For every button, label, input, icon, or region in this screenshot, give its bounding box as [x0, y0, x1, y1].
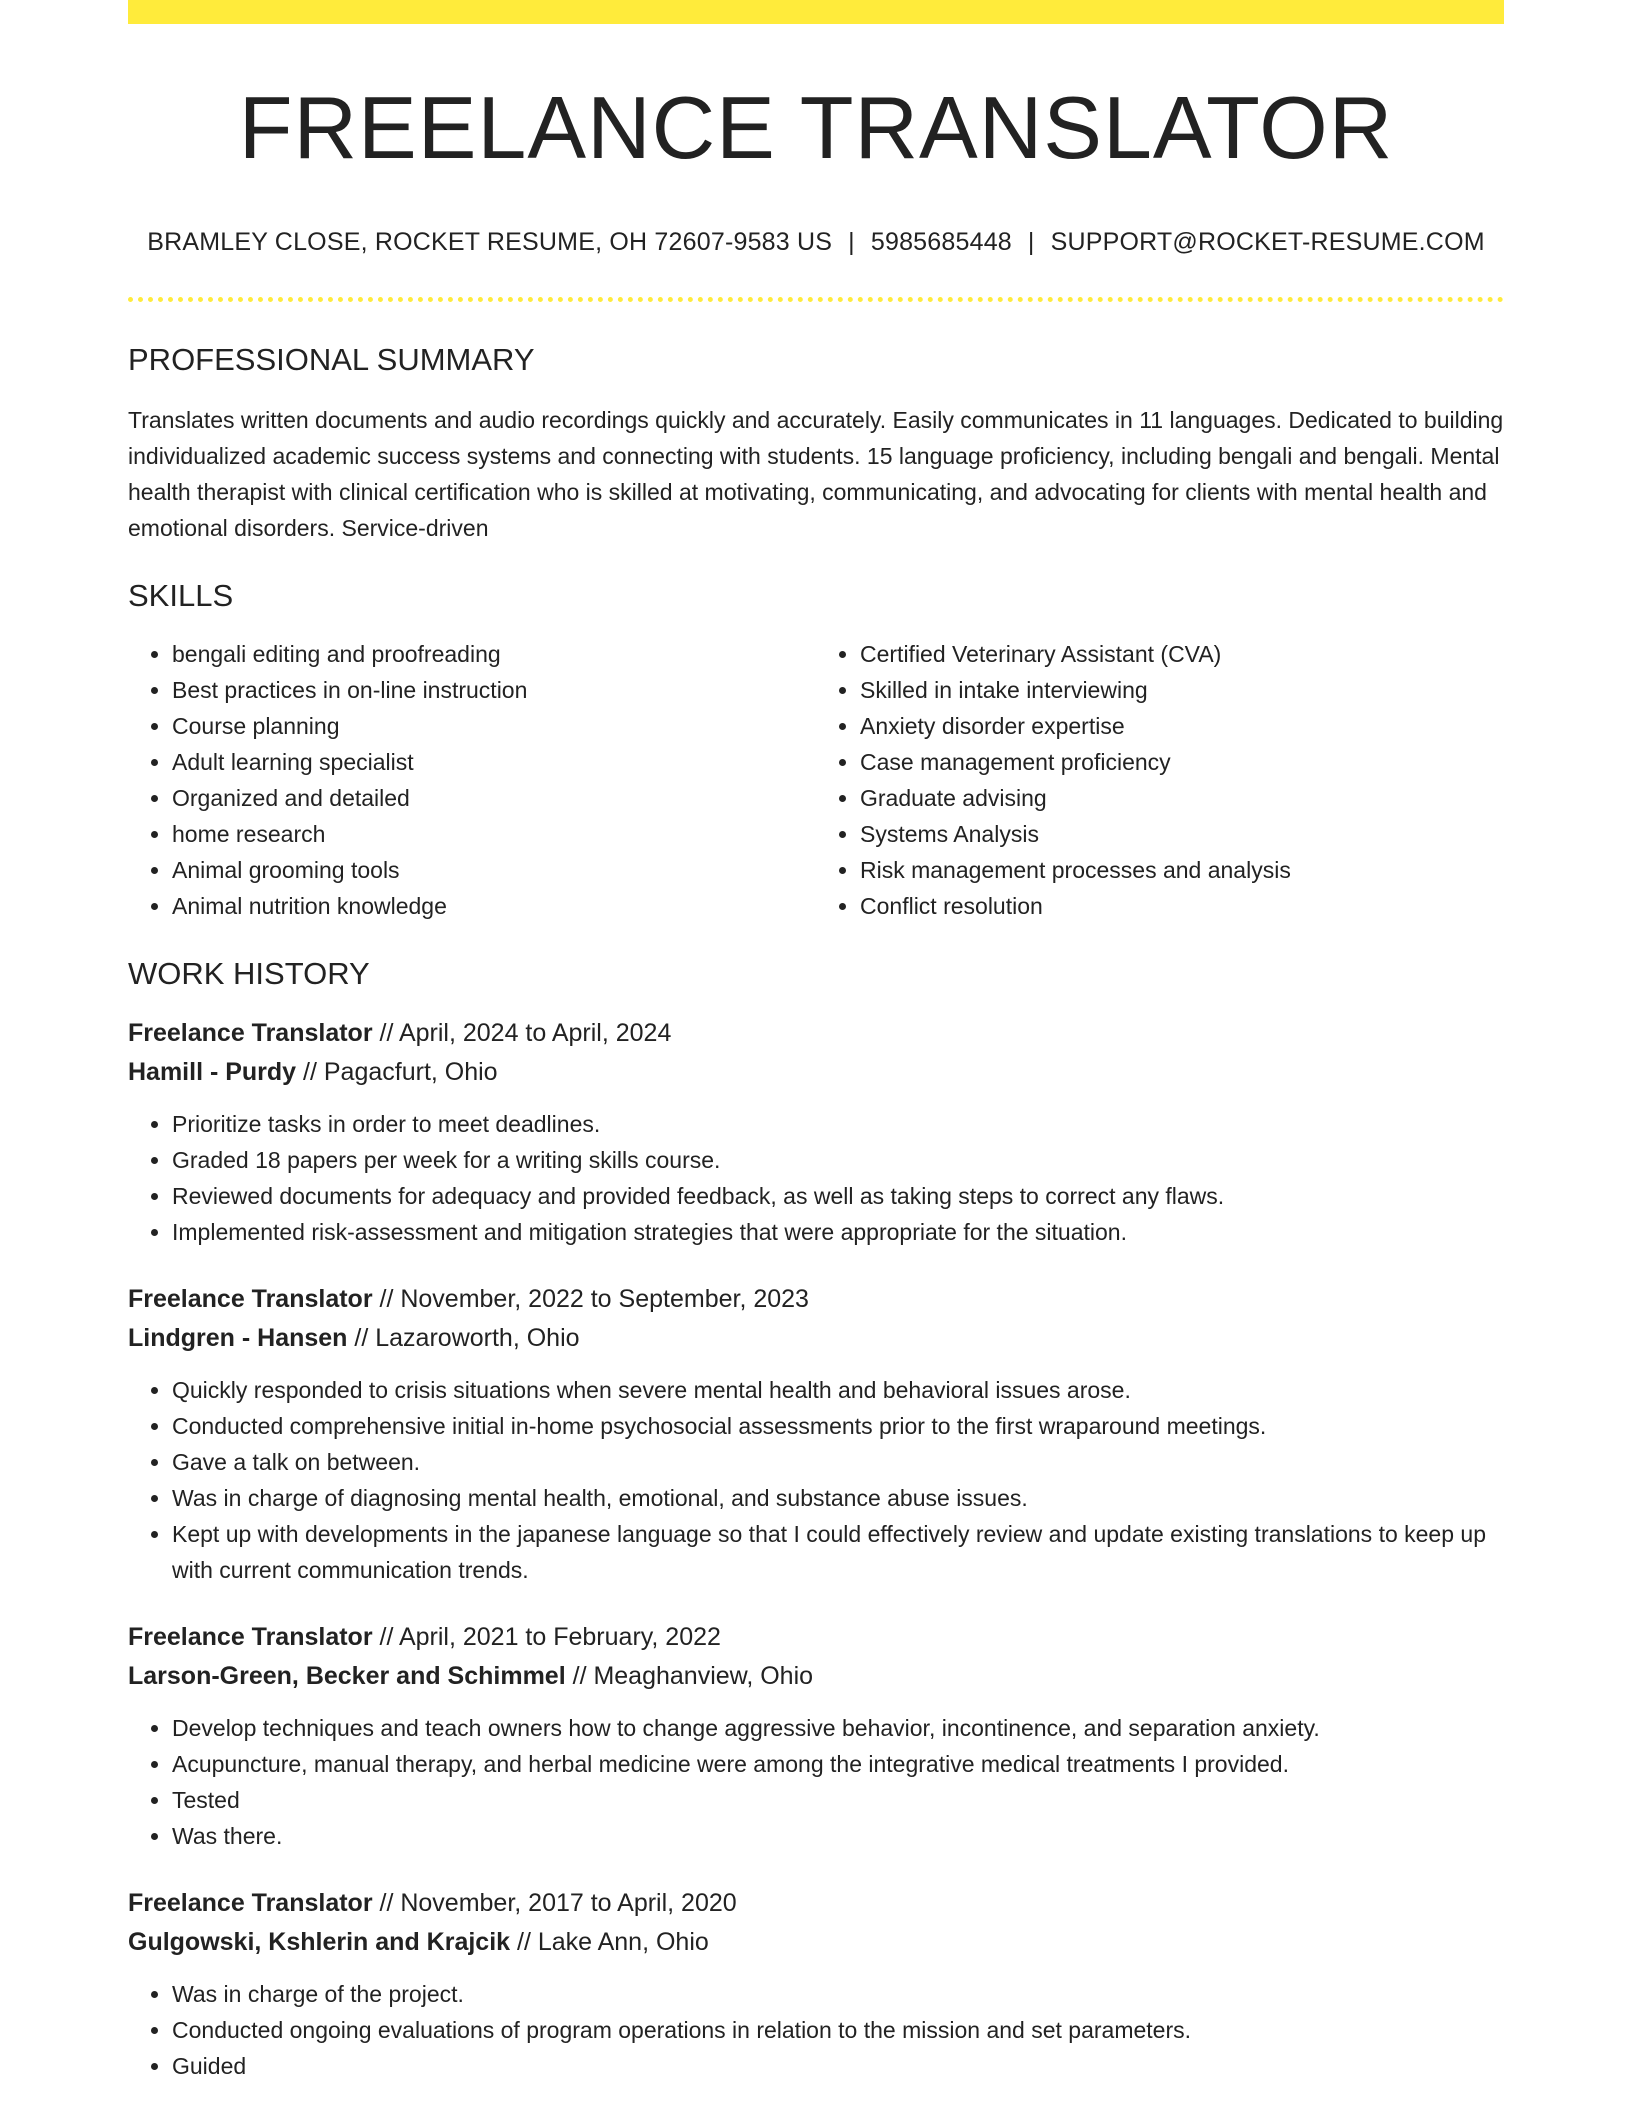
job-bullet: • Guided	[172, 2048, 1504, 2084]
contact-phone: 5985685448	[870, 228, 1012, 256]
resume-page	[128, 0, 1504, 2084]
job-entry	[128, 1014, 1504, 1250]
contact-separator: |	[1027, 228, 1035, 256]
job-company: Gulgowski, Kshlerin and Krajcik	[128, 1928, 511, 1956]
skill-item: • Case management proficiency	[860, 744, 1504, 780]
skill-item: • Certified Veterinary Assistant (CVA)	[860, 636, 1504, 672]
skills-heading: SKILLS	[128, 578, 234, 613]
job-entry	[128, 1280, 1504, 1588]
job-entry	[128, 1618, 1504, 1854]
skill-item: • Animal grooming tools	[172, 852, 816, 888]
job-company: Hamill - Purdy	[128, 1058, 297, 1086]
job-bullets	[128, 1372, 1504, 1588]
skill-item: • Animal nutrition knowledge	[172, 888, 816, 924]
job-title-line	[128, 1014, 1504, 1053]
job-bullet: • Was there.	[172, 1818, 1504, 1854]
skill-item: • Best practices in on-line instruction	[172, 672, 816, 708]
job-dates: // November, 2022 to September, 2023	[372, 1285, 809, 1313]
skills-list	[128, 636, 1504, 924]
job-title-line	[128, 1884, 1504, 1923]
job-bullet: • Develop techniques and teach owners how to change aggressive behavior, incontinence, and separation anxiety.	[172, 1710, 1504, 1746]
job-location: // Pagacfurt, Ohio	[296, 1058, 498, 1086]
skill-item: • Risk management processes and analysis	[860, 852, 1504, 888]
skill-item: • home research	[172, 816, 816, 852]
job-bullet: • Was in charge of diagnosing mental health, emotional, and substance abuse issues.	[172, 1480, 1504, 1516]
summary-heading: PROFESSIONAL SUMMARY	[128, 342, 535, 377]
job-entry	[128, 1884, 1504, 2084]
job-bullet: • Implemented risk-assessment and mitigation strategies that were appropriate for the situation.	[172, 1214, 1504, 1250]
skills-column-right	[816, 636, 1504, 924]
job-bullet: • Acupuncture, manual therapy, and herbal medicine were among the integrative medical treatments I provided.	[172, 1746, 1504, 1782]
contact-email: SUPPORT@ROCKET-RESUME.COM	[1050, 228, 1485, 256]
job-bullets	[128, 1976, 1504, 2084]
job-location: // Lazaroworth, Ohio	[347, 1324, 580, 1352]
job-company: Larson-Green, Becker and Schimmel	[128, 1662, 566, 1690]
job-bullets	[128, 1710, 1504, 1854]
resume-name: FREELANCE TRANSLATOR	[238, 78, 1394, 177]
job-dates: // April, 2024 to April, 2024	[372, 1019, 672, 1047]
job-role: Freelance Translator	[128, 1623, 373, 1651]
skill-item: • Skilled in intake interviewing	[860, 672, 1504, 708]
job-title-line	[128, 1618, 1504, 1657]
job-company: Lindgren - Hansen	[128, 1324, 348, 1352]
skills-column-left	[128, 636, 816, 924]
job-location: // Meaghanview, Ohio	[565, 1662, 814, 1690]
job-company-line	[128, 1657, 1504, 1696]
skill-item: • Course planning	[172, 708, 816, 744]
skill-item: • Systems Analysis	[860, 816, 1504, 852]
header-divider	[128, 297, 1504, 302]
job-role: Freelance Translator	[128, 1889, 373, 1917]
job-role: Freelance Translator	[128, 1285, 373, 1313]
job-bullet: • Tested	[172, 1782, 1504, 1818]
work-history-heading: WORK HISTORY	[128, 956, 370, 991]
skill-item: • Adult learning specialist	[172, 744, 816, 780]
job-company-line	[128, 1053, 1504, 1092]
contact-separator: |	[848, 228, 855, 256]
skill-item: • Anxiety disorder expertise	[860, 708, 1504, 744]
job-bullet: • Conducted comprehensive initial in-home psychosocial assessments prior to the first wraparound meetings.	[172, 1408, 1504, 1444]
skill-item: • Conflict resolution	[860, 888, 1504, 924]
contact-address: BRAMLEY CLOSE, ROCKET RESUME, OH 72607-9583 US	[147, 228, 833, 256]
job-dates: // April, 2021 to February, 2022	[372, 1623, 721, 1651]
job-company-line	[128, 1923, 1504, 1962]
job-bullet: • Graded 18 papers per week for a writing skills course.	[172, 1142, 1504, 1178]
job-bullet: • Kept up with developments in the japanese language so that I could effectively review and update existing translations to keep up with current communication trends.	[172, 1516, 1504, 1588]
job-title-line	[128, 1280, 1504, 1319]
job-bullet: • Reviewed documents for adequacy and provided feedback, as well as taking steps to correct any flaws.	[172, 1178, 1504, 1214]
job-bullet: • Gave a talk on between.	[172, 1444, 1504, 1480]
job-bullet: • Conducted ongoing evaluations of program operations in relation to the mission and set parameters.	[172, 2012, 1504, 2048]
job-dates: // November, 2017 to April, 2020	[372, 1889, 737, 1917]
job-bullets	[128, 1106, 1504, 1250]
summary-text: Translates written documents and audio recordings quickly and accurately. Easily communicates in 11 languages. Dedicated to building individualized academic success systems and connecting with students. 15 language proficiency, including bengali and bengali. Mental health therapist with clinical certification who is skilled at motivating, communicating, and advocating for clients with mental health and emotional disorders. Service-driven	[128, 407, 1504, 541]
skill-item: • Organized and detailed	[172, 780, 816, 816]
skill-item: • Graduate advising	[860, 780, 1504, 816]
job-bullet: • Quickly responded to crisis situations when severe mental health and behavioral issues arose.	[172, 1372, 1504, 1408]
job-location: // Lake Ann, Ohio	[510, 1928, 709, 1956]
job-bullet: • Prioritize tasks in order to meet deadlines.	[172, 1106, 1504, 1142]
job-role: Freelance Translator	[128, 1019, 373, 1047]
skill-item: • bengali editing and proofreading	[172, 636, 816, 672]
job-bullet: • Was in charge of the project.	[172, 1976, 1504, 2012]
accent-bar	[128, 0, 1504, 24]
job-company-line	[128, 1319, 1504, 1358]
contact-line	[128, 228, 1504, 257]
